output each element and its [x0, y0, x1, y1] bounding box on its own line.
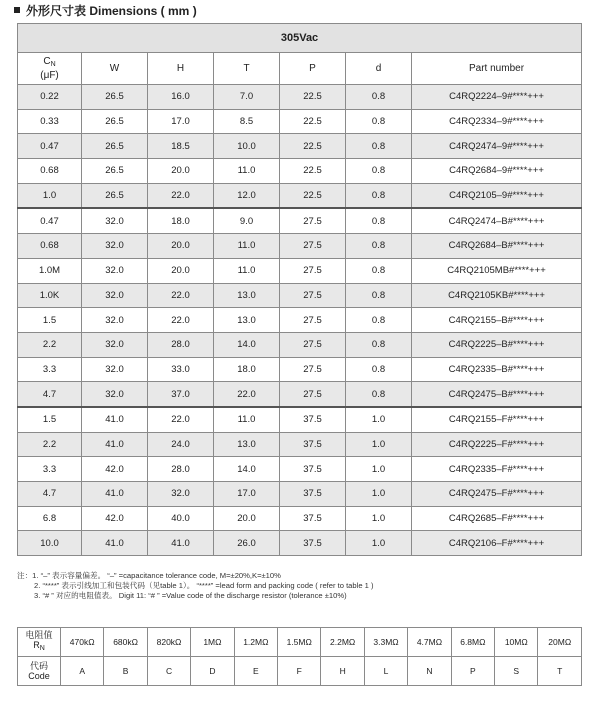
cell-p: 22.5	[280, 134, 346, 159]
cell-h: 22.0	[148, 283, 214, 308]
cell-capacitance: 0.33	[18, 109, 82, 134]
cell-capacitance: 3.3	[18, 357, 82, 382]
cell-t: 18.0	[214, 357, 280, 382]
table-row	[18, 506, 582, 531]
table-row	[18, 308, 582, 333]
cell-w: 32.0	[82, 234, 148, 259]
cell-t: 13.0	[214, 308, 280, 333]
cell-t: 13.0	[214, 283, 280, 308]
cell-p: 37.5	[280, 457, 346, 482]
resistor-value-cell: 470kΩ	[61, 628, 104, 657]
table-row	[18, 234, 582, 259]
cell-part-number: C4RQ2684–B#****+++	[412, 234, 582, 259]
cell-w: 42.0	[82, 457, 148, 482]
cell-t: 20.0	[214, 506, 280, 531]
cell-t: 10.0	[214, 134, 280, 159]
resistor-code-cell: C	[147, 657, 190, 686]
cell-d: 1.0	[346, 432, 412, 457]
cell-capacitance: 2.2	[18, 432, 82, 457]
square-bullet-icon	[14, 7, 20, 13]
cell-w: 26.5	[82, 183, 148, 208]
cell-w: 42.0	[82, 506, 148, 531]
voltage-label: 305Vac	[18, 24, 582, 53]
cell-capacitance: 1.0K	[18, 283, 82, 308]
cell-h: 17.0	[148, 109, 214, 134]
table-row	[18, 457, 582, 482]
cell-part-number: C4RQ2106–F#****+++	[412, 531, 582, 556]
cn-subscript: N	[50, 61, 56, 68]
table-row	[18, 531, 582, 556]
resistor-code-label-en: Code	[28, 671, 50, 681]
cell-h: 28.0	[148, 457, 214, 482]
cell-d: 0.8	[346, 382, 412, 407]
cell-w: 41.0	[82, 482, 148, 507]
cell-h: 41.0	[148, 531, 214, 556]
cell-p: 27.5	[280, 234, 346, 259]
cell-w: 26.5	[82, 85, 148, 110]
cell-p: 22.5	[280, 183, 346, 208]
cell-capacitance: 1.0	[18, 183, 82, 208]
cell-part-number: C4RQ2155–F#****+++	[412, 407, 582, 432]
table-row	[18, 258, 582, 283]
cell-p: 22.5	[280, 159, 346, 184]
table-row	[18, 85, 582, 110]
cell-d: 0.8	[346, 183, 412, 208]
cell-p: 37.5	[280, 482, 346, 507]
cell-d: 0.8	[346, 109, 412, 134]
resistor-value-cell: 10MΩ	[495, 628, 538, 657]
resistor-code-cell: N	[408, 657, 451, 686]
resistor-value-cell: 20MΩ	[538, 628, 582, 657]
cell-p: 37.5	[280, 506, 346, 531]
cell-t: 8.5	[214, 109, 280, 134]
cell-d: 0.8	[346, 134, 412, 159]
table-row	[18, 109, 582, 134]
cell-capacitance: 10.0	[18, 531, 82, 556]
cell-w: 26.5	[82, 159, 148, 184]
cell-w: 32.0	[82, 357, 148, 382]
resistor-code-cell: E	[234, 657, 277, 686]
resistor-value-cell: 1MΩ	[191, 628, 234, 657]
col-header-p: P	[280, 53, 346, 85]
cell-p: 37.5	[280, 531, 346, 556]
resistor-value-label	[18, 628, 61, 657]
resistor-code-label	[18, 657, 61, 686]
cell-h: 37.0	[148, 382, 214, 407]
cell-w: 41.0	[82, 531, 148, 556]
cell-p: 37.5	[280, 407, 346, 432]
cell-p: 37.5	[280, 432, 346, 457]
resistor-code-cell: T	[538, 657, 582, 686]
col-header-d: d	[346, 53, 412, 85]
cell-capacitance: 1.0M	[18, 258, 82, 283]
resistor-value-row	[18, 628, 582, 657]
resistor-code-cell: P	[451, 657, 494, 686]
table-row	[18, 283, 582, 308]
resistor-code-cell: L	[364, 657, 407, 686]
cell-p: 22.5	[280, 85, 346, 110]
table-row	[18, 482, 582, 507]
cell-t: 11.0	[214, 258, 280, 283]
resistor-code-cell: B	[104, 657, 147, 686]
cell-d: 0.8	[346, 332, 412, 357]
cell-capacitance: 4.7	[18, 482, 82, 507]
cell-capacitance: 0.68	[18, 159, 82, 184]
table-row	[18, 382, 582, 407]
cell-d: 0.8	[346, 308, 412, 333]
cell-d: 0.8	[346, 234, 412, 259]
resistor-code-cell: H	[321, 657, 364, 686]
cell-t: 11.0	[214, 234, 280, 259]
cell-d: 0.8	[346, 208, 412, 233]
resistor-value-cell: 1.2MΩ	[234, 628, 277, 657]
cell-capacitance: 3.3	[18, 457, 82, 482]
cell-part-number: C4RQ2684–9#****+++	[412, 159, 582, 184]
dimensions-table-body	[18, 85, 582, 556]
cell-capacitance: 0.22	[18, 85, 82, 110]
cell-h: 20.0	[148, 159, 214, 184]
cell-part-number: C4RQ2474–B#****+++	[412, 208, 582, 233]
voltage-header-row	[18, 24, 582, 53]
cell-capacitance: 6.8	[18, 506, 82, 531]
cell-part-number: C4RQ2475–B#****+++	[412, 382, 582, 407]
table-row	[18, 159, 582, 184]
table-row	[18, 432, 582, 457]
col-header-h: H	[148, 53, 214, 85]
table-row	[18, 407, 582, 432]
cell-part-number: C4RQ2685–F#****+++	[412, 506, 582, 531]
col-header-w: W	[82, 53, 148, 85]
cell-part-number: C4RQ2335–F#****+++	[412, 457, 582, 482]
cell-p: 22.5	[280, 109, 346, 134]
cell-w: 26.5	[82, 134, 148, 159]
table-row	[18, 183, 582, 208]
cell-t: 13.0	[214, 432, 280, 457]
resistor-code-cell: D	[191, 657, 234, 686]
cell-p: 27.5	[280, 308, 346, 333]
cell-part-number: C4RQ2224–9#****+++	[412, 85, 582, 110]
cell-w: 32.0	[82, 382, 148, 407]
dimensions-table	[17, 23, 582, 556]
cell-part-number: C4RQ2474–9#****+++	[412, 134, 582, 159]
table-row	[18, 208, 582, 233]
column-header-row	[18, 53, 582, 85]
note-2: 2. “****” 表示引线加工和包装代码（见table 1）。 “****” =lead form and packing code ( refer to table 1 )	[34, 581, 374, 590]
cell-part-number: C4RQ2155–B#****+++	[412, 308, 582, 333]
cell-part-number: C4RQ2105MB#****+++	[412, 258, 582, 283]
resistor-code-row	[18, 657, 582, 686]
cell-p: 27.5	[280, 208, 346, 233]
section-heading	[14, 2, 197, 18]
cell-part-number: C4RQ2105–9#****+++	[412, 183, 582, 208]
cell-h: 20.0	[148, 234, 214, 259]
resistor-code-cell: S	[495, 657, 538, 686]
table-row	[18, 332, 582, 357]
cell-d: 1.0	[346, 506, 412, 531]
cell-part-number: C4RQ2225–B#****+++	[412, 332, 582, 357]
cell-w: 32.0	[82, 258, 148, 283]
cell-t: 11.0	[214, 159, 280, 184]
cell-p: 27.5	[280, 258, 346, 283]
resistor-code-label-cn: 代码	[29, 661, 48, 671]
cell-capacitance: 1.5	[18, 407, 82, 432]
cell-t: 7.0	[214, 85, 280, 110]
cell-d: 1.0	[346, 457, 412, 482]
cell-capacitance: 0.68	[18, 234, 82, 259]
resistor-value-cell: 2.2MΩ	[321, 628, 364, 657]
cell-h: 32.0	[148, 482, 214, 507]
resistor-code-cell: F	[278, 657, 321, 686]
cell-w: 32.0	[82, 332, 148, 357]
cell-t: 11.0	[214, 407, 280, 432]
cell-t: 14.0	[214, 457, 280, 482]
resistor-code-cell: A	[61, 657, 104, 686]
cell-w: 32.0	[82, 208, 148, 233]
cell-d: 0.8	[346, 258, 412, 283]
resistor-value-label-cn: 电阻值	[25, 630, 53, 640]
cell-h: 20.0	[148, 258, 214, 283]
cell-t: 22.0	[214, 382, 280, 407]
cell-t: 26.0	[214, 531, 280, 556]
cell-t: 12.0	[214, 183, 280, 208]
cell-part-number: C4RQ2334–9#****+++	[412, 109, 582, 134]
cell-d: 0.8	[346, 283, 412, 308]
cell-d: 0.8	[346, 159, 412, 184]
cell-h: 18.0	[148, 208, 214, 233]
cell-capacitance: 0.47	[18, 208, 82, 233]
cell-h: 28.0	[148, 332, 214, 357]
cell-h: 18.5	[148, 134, 214, 159]
resistor-value-cell: 6.8MΩ	[451, 628, 494, 657]
cell-w: 26.5	[82, 109, 148, 134]
cell-p: 27.5	[280, 382, 346, 407]
cell-capacitance: 4.7	[18, 382, 82, 407]
cell-d: 1.0	[346, 482, 412, 507]
col-header-capacitance	[18, 53, 82, 85]
cell-h: 22.0	[148, 308, 214, 333]
note-1: 注：1. “–” 表示容量偏差。 “–” =capacitance tolerance code, M=±20%,K=±10%	[17, 571, 281, 580]
rn-symbol: R	[33, 640, 40, 650]
table-row	[18, 357, 582, 382]
resistor-value-cell: 1.5MΩ	[278, 628, 321, 657]
cell-part-number: C4RQ2335–B#****+++	[412, 357, 582, 382]
resistor-value-cell: 4.7MΩ	[408, 628, 451, 657]
cell-t: 14.0	[214, 332, 280, 357]
section-heading-text: 外形尺寸表 Dimensions ( mm )	[26, 3, 197, 18]
cell-t: 17.0	[214, 482, 280, 507]
resistor-code-table	[17, 627, 582, 686]
cell-h: 33.0	[148, 357, 214, 382]
cell-h: 22.0	[148, 183, 214, 208]
cell-part-number: C4RQ2105KB#****+++	[412, 283, 582, 308]
cell-w: 41.0	[82, 432, 148, 457]
cell-w: 32.0	[82, 283, 148, 308]
cell-d: 1.0	[346, 531, 412, 556]
cell-p: 27.5	[280, 357, 346, 382]
cell-h: 22.0	[148, 407, 214, 432]
cell-part-number: C4RQ2475–F#****+++	[412, 482, 582, 507]
col-header-t: T	[214, 53, 280, 85]
note-3: 3. “# ” 对应的电阻值表。 Digit 11: “# ” =Value code of the discharge resistor (tolerance ±10%)	[34, 591, 347, 600]
cell-t: 9.0	[214, 208, 280, 233]
cell-w: 41.0	[82, 407, 148, 432]
resistor-value-cell: 3.3MΩ	[364, 628, 407, 657]
cell-p: 27.5	[280, 283, 346, 308]
cell-part-number: C4RQ2225–F#****+++	[412, 432, 582, 457]
cell-w: 32.0	[82, 308, 148, 333]
resistor-value-cell: 680kΩ	[104, 628, 147, 657]
cell-h: 16.0	[148, 85, 214, 110]
cell-capacitance: 2.2	[18, 332, 82, 357]
cell-capacitance: 0.47	[18, 134, 82, 159]
cell-p: 27.5	[280, 332, 346, 357]
rn-subscript: N	[39, 645, 45, 652]
col-header-part-number: Part number	[412, 53, 582, 85]
cell-h: 40.0	[148, 506, 214, 531]
cell-d: 0.8	[346, 357, 412, 382]
resistor-value-cell: 820kΩ	[147, 628, 190, 657]
table-row	[18, 134, 582, 159]
cell-h: 24.0	[148, 432, 214, 457]
cell-d: 0.8	[346, 85, 412, 110]
cell-capacitance: 1.5	[18, 308, 82, 333]
cell-d: 1.0	[346, 407, 412, 432]
cn-symbol: C	[43, 56, 51, 67]
notes	[17, 571, 587, 601]
cn-unit: (μF)	[40, 70, 59, 81]
